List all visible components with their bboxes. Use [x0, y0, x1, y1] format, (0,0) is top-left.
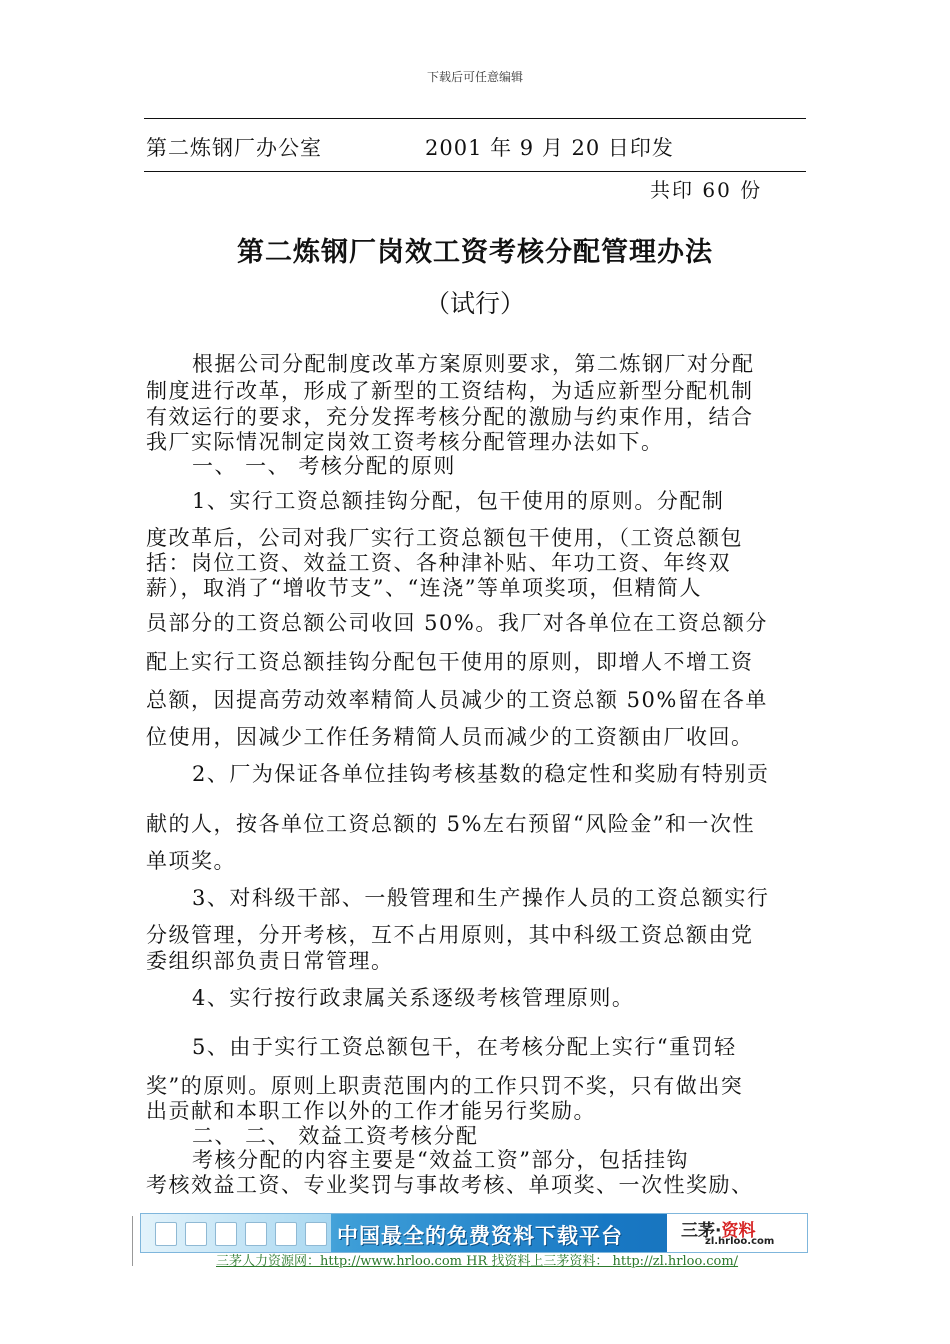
document-title: 第二炼钢厂岗效工资考核分配管理办法 — [237, 237, 713, 268]
section-heading: 一、 一、 考核分配的原则 — [192, 454, 456, 478]
body-line: 制度进行改革，形成了新型的工资结构，为适应新型分配机制 — [146, 379, 754, 403]
body-line: 委组织部负责日常管理。 — [146, 949, 394, 973]
body-line: 根据公司分配制度改革方案原则要求，第二炼钢厂对分配 — [192, 352, 755, 376]
body-line: 分级管理，分开考核，互不占用原则，其中科级工资总额由党 — [146, 923, 754, 947]
document-icon — [245, 1222, 267, 1246]
body-line: 我厂实际情况制定岗效工资考核分配管理办法如下。 — [146, 430, 664, 454]
body-line: 考核分配的内容主要是“效益工资”部分，包括挂钩 — [192, 1148, 689, 1172]
body-line: 单项奖。 — [146, 849, 236, 873]
footer-links[interactable]: 三茅人力资源网：http://www.hrloo.com HR 找资料上三茅资料： http://zl.hrloo.com/ — [216, 1254, 739, 1269]
body-line: 出贡献和本职工作以外的工作才能另行奖励。 — [146, 1099, 596, 1123]
body-line: 考核效益工资、专业奖罚与事故考核、单项奖、一次性奖励、 — [146, 1173, 754, 1197]
document-icon — [275, 1222, 297, 1246]
banner-decoration — [141, 1214, 331, 1252]
body-line: 献的人，按各单位工资总额的 5%左右预留“风险金”和一次性 — [146, 812, 755, 836]
body-line: 薪），取消了“增收节支”、“连浇”等单项奖项，但精简人 — [146, 576, 702, 600]
body-line: 位使用，因减少工作任务精简人员而减少的工资额由厂收回。 — [146, 725, 754, 749]
ad-banner[interactable] — [140, 1213, 808, 1253]
body-line: 奖”的原则。原则上职责范围内的工作只罚不奖，只有做出突 — [146, 1074, 744, 1098]
bottom-rule — [144, 171, 806, 172]
logo-url: zl.hrloo.com — [705, 1236, 775, 1247]
body-line: 括：岗位工资、效益工资、各种津补贴、年功工资、年终双 — [146, 551, 731, 575]
document-icon — [185, 1222, 207, 1246]
body-line: 4、实行按行政隶属关系逐级考核管理原则。 — [192, 986, 635, 1010]
body-line: 总额，因提高劳动效率精简人员减少的工资总额 50%留在各单 — [146, 688, 768, 712]
logo-text-accent: 资料 — [721, 1221, 756, 1241]
banner-slogan: 中国最全的免费资料下载平台 — [337, 1224, 623, 1248]
site-logo[interactable] — [667, 1214, 807, 1252]
body-line: 5、由于实行工资总额包干，在考核分配上实行“重罚轻 — [192, 1035, 737, 1059]
section-heading: 二、 二、 效益工资考核分配 — [192, 1124, 479, 1148]
body-line: 2、厂为保证各单位挂钩考核基数的稳定性和奖励有特别贡 — [192, 762, 770, 786]
body-line: 3、对科级干部、一般管理和生产操作人员的工资总额实行 — [192, 886, 770, 910]
body-line: 配上实行工资总额挂钩分配包干使用的原则，即增人不增工资 — [146, 650, 754, 674]
chart-icon — [215, 1222, 237, 1246]
document-subtitle: （试行） — [424, 289, 525, 318]
body-line: 有效运行的要求，充分发挥考核分配的激励与约束作用，结合 — [146, 405, 754, 429]
issue-date: 2001 年 9 月 20 日印发 — [425, 136, 674, 160]
issuer: 第二炼钢厂办公室 — [146, 136, 322, 160]
logo-text: 三茅· — [681, 1221, 722, 1241]
document-icon — [305, 1222, 327, 1246]
body-line: 1、实行工资总额挂钩分配，包干使用的原则。分配制 — [192, 489, 725, 513]
document-icon — [155, 1222, 177, 1246]
header-note: 下载后可任意编辑 — [426, 70, 523, 84]
margin-bar — [132, 1216, 133, 1266]
copies-count: 共印 60 份 — [650, 178, 763, 202]
body-line: 员部分的工资总额公司收回 50%。我厂对各单位在工资总额分 — [146, 611, 768, 635]
body-line: 度改革后，公司对我厂实行工资总额包干使用，（工资总额包 — [146, 526, 743, 550]
top-rule — [144, 118, 806, 119]
